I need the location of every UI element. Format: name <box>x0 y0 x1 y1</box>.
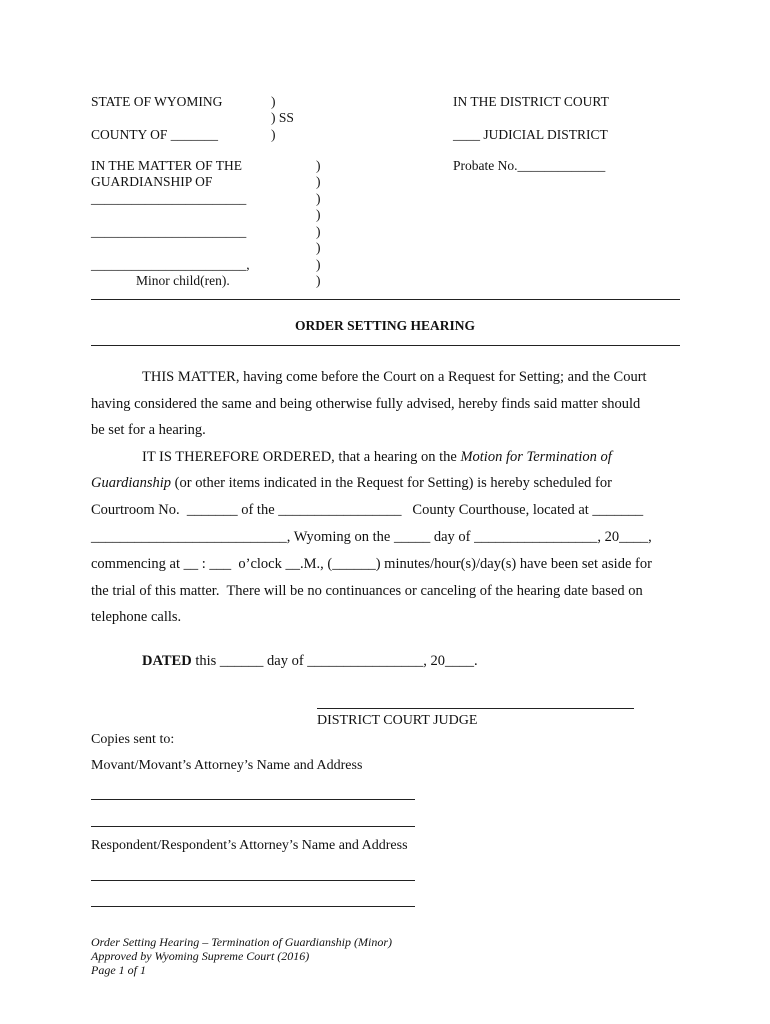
paragraph-1-line-2: having considered the same and being otherwise fully advised, hereby finds said matter should <box>91 396 641 412</box>
paragraph-1-line-1: THIS MATTER, having come before the Court on a Request for Setting; and the Court <box>142 369 647 385</box>
paragraph-2-line-5: commencing at __ : ___ o’clock __.M., (______) minutes/hour(s)/day(s) have been set aside for <box>91 556 652 572</box>
footer-page-number: Page 1 of 1 <box>91 963 146 977</box>
caption-paren: ) <box>271 127 276 142</box>
footer-approval: Approved by Wyoming Supreme Court (2016) <box>91 949 310 963</box>
ordered-text: IT IS THEREFORE ORDERED, that a hearing on the <box>142 449 461 465</box>
matter-line-1: IN THE MATTER OF THE <box>91 158 242 173</box>
paragraph-2-line-6: the trial of this matter. There will be no continuances or canceling of the hearing date based on <box>91 583 643 599</box>
caption-paren: ) <box>316 207 321 222</box>
court-label: IN THE DISTRICT COURT <box>453 94 609 109</box>
footer-form-title: Order Setting Hearing – Termination of Guardianship (Minor) <box>91 935 393 949</box>
caption-paren: ) <box>316 240 321 255</box>
probate-number: Probate No._____________ <box>453 158 606 173</box>
paragraph-1-line-3: be set for a hearing. <box>91 422 206 438</box>
matter-line-2: GUARDIANSHIP OF <box>91 174 213 189</box>
respondent-line-1 <box>91 880 415 881</box>
judicial-district-label: ____ JUDICIAL DISTRICT <box>453 127 608 142</box>
guardianship-name-line-1: _______________________ <box>91 191 247 206</box>
paragraph-2-line-3: Courtroom No. _______ of the _________________ County Courthouse, located at _______ <box>91 502 644 518</box>
respondent-label: Respondent/Respondent’s Attorney’s Name and Address <box>91 838 408 853</box>
movant-line-2 <box>91 826 415 827</box>
caption-paren: ) <box>316 158 321 173</box>
signature-line <box>317 708 634 709</box>
caption-paren: ) <box>316 273 321 288</box>
dated-rest: this ______ day of ________________, 20____. <box>191 653 478 669</box>
caption-paren: ) <box>316 174 321 189</box>
scheduled-text: (or other items indicated in the Request for Setting) is hereby scheduled for <box>171 475 612 491</box>
motion-title: Motion for Termination of <box>460 449 612 465</box>
dated-label: DATED <box>142 653 192 669</box>
paragraph-2-line-4: ___________________________, Wyoming on the _____ day of _________________, 20____, <box>91 529 652 545</box>
ss-label: ) SS <box>271 110 294 125</box>
state-label: STATE OF WYOMING <box>91 94 223 109</box>
judge-label: DISTRICT COURT JUDGE <box>317 713 478 728</box>
guardianship-name-line-3: _______________________, <box>91 257 250 272</box>
movant-label: Movant/Movant’s Attorney’s Name and Address <box>91 758 363 773</box>
caption-paren: ) <box>271 94 276 109</box>
document-title: ORDER SETTING HEARING <box>294 318 476 333</box>
guardianship-term: Guardianship <box>91 475 172 491</box>
respondent-line-2 <box>91 906 415 907</box>
copies-label: Copies sent to: <box>91 732 175 747</box>
paragraph-2-line-7: telephone calls. <box>91 609 182 625</box>
caption-paren: ) <box>316 224 321 239</box>
guardianship-name-line-2: _______________________ <box>91 224 247 239</box>
minor-children-label: Minor child(ren). <box>136 273 230 288</box>
caption-divider <box>91 299 680 300</box>
caption-paren: ) <box>316 191 321 206</box>
dated-line <box>142 653 478 670</box>
paragraph-2-line-2 <box>91 475 612 492</box>
movant-line-1 <box>91 799 415 800</box>
caption-paren: ) <box>316 257 321 272</box>
paragraph-2-line-1 <box>142 449 612 466</box>
title-divider <box>91 345 680 346</box>
county-label: COUNTY OF _______ <box>91 127 219 142</box>
